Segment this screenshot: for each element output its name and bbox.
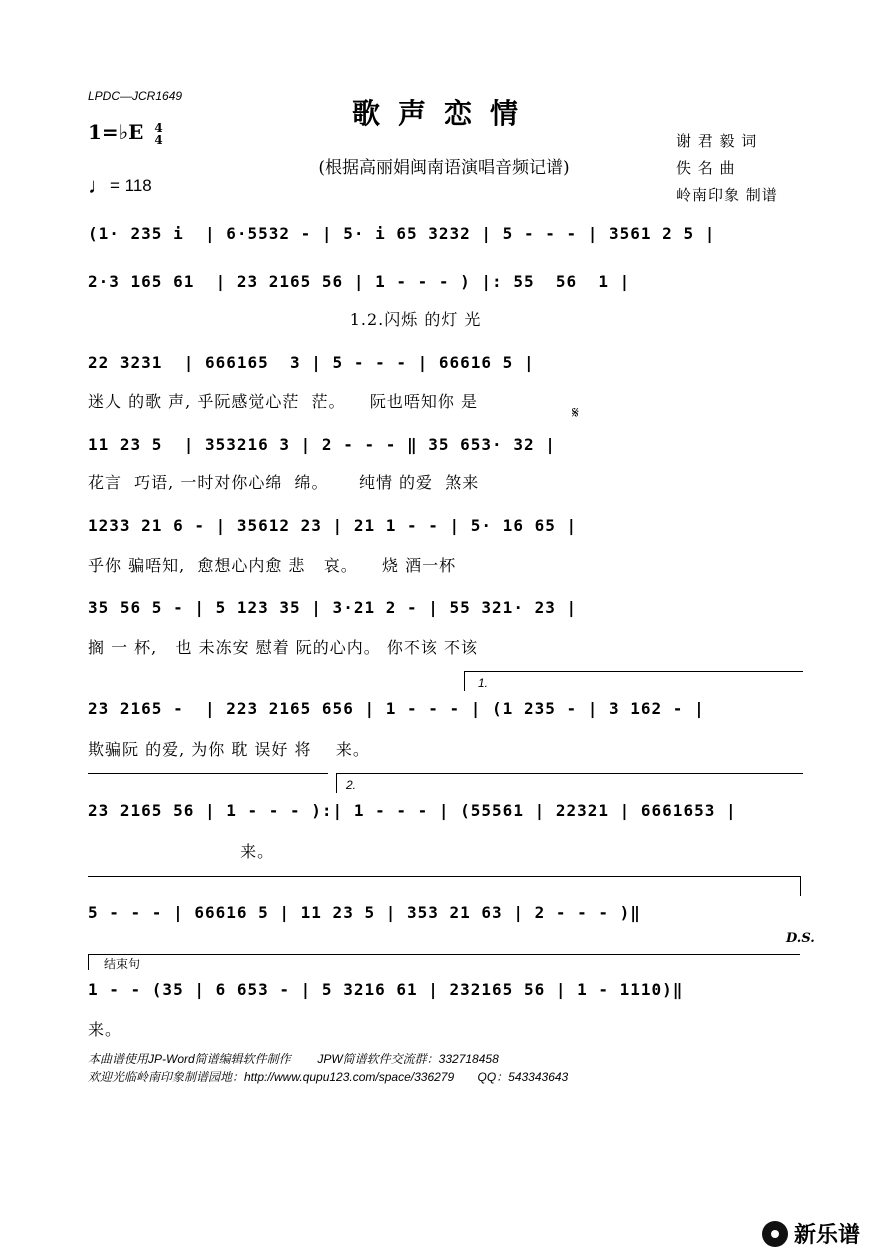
volta-2-continuation <box>88 876 800 877</box>
lyric-line-8: 来。 <box>88 842 275 861</box>
lyric-line-6: 搁 一 杯, 也 未冻安 慰着 阮的心内。 你不该 不该 <box>88 638 478 657</box>
lyricist: 谢 君 毅 词 <box>676 132 758 150</box>
notation-line-7: 23 2165 - | 223 2165 656 | 1 - - - | (1 235 - | 3 162 - | <box>88 699 705 718</box>
lyric-line-2: 1.2.闪烁 的灯 光 <box>88 310 482 329</box>
lyric-line-10: 来。 <box>88 1020 123 1039</box>
notation-line-3: 22 3231 | 666165 3 | 5 - - - | 66616 5 | <box>88 353 535 372</box>
ending-label: 结束句 <box>104 957 141 971</box>
footer-line-2: 欢迎光临岭南印象制谱园地：http://www.qupu123.com/space/336279 QQ：543343643 <box>88 1070 569 1084</box>
key-signature <box>88 120 163 146</box>
quarter-note-icon: ♩ <box>88 173 110 198</box>
vinyl-disc-icon <box>762 1221 788 1247</box>
lyric-line-3: 迷人 的歌 声, 乎阮感觉心茫 茫。 阮也唔知你 是 <box>88 392 478 411</box>
key-label: 1=♭E <box>88 120 144 144</box>
time-top: 4 <box>154 120 163 135</box>
volta-1-bracket <box>464 671 803 672</box>
notation-line-9: 5 - - - | 66616 5 | 11 23 5 | 353 21 63 | 2 - - - )‖ <box>88 903 641 922</box>
time-bottom: 4 <box>154 132 163 147</box>
volta-2-side <box>336 773 337 793</box>
composer: 佚 名 曲 <box>676 159 736 177</box>
lyric-line-7: 欺骗阮 的爱, 为你 耽 误好 将 来。 <box>88 740 370 759</box>
notation-line-4: 11 23 5 | 353216 3 | 2 - - - ‖ 35 653· 32 | <box>88 435 556 454</box>
notation-line-6: 35 56 5 - | 5 123 35 | 3·21 2 - | 55 321· 23 | <box>88 598 578 617</box>
score-code: LPDC—JCR1649 <box>88 89 183 103</box>
subtitle: (根据高丽娟闽南语演唱音频记谱) <box>318 158 570 178</box>
volta-1-label: 1. <box>478 676 489 690</box>
lyric-line-4: 花言 巧语, 一时对你心绵 绵。 纯情 的爱 煞来 <box>88 473 480 492</box>
volta-2-label: 2. <box>346 778 357 792</box>
lyric-line-5: 乎你 骗唔知, 愈想心内愈 悲 哀。 烧 酒一杯 <box>88 556 457 575</box>
site-logo <box>762 1218 860 1249</box>
ending-bracket <box>88 954 800 955</box>
ending-bracket-side <box>88 954 89 970</box>
footer-line-1: 本曲谱使用JP-Word简谱编辑软件制作 JPW简谱软件交流群：332718458 <box>88 1052 499 1066</box>
volta-2-bracket <box>336 773 803 774</box>
volta-1-continuation <box>88 773 328 774</box>
notation-line-1: (1· 235 i | 6·5532 - | 5· i 65 3232 | 5 - - - | 3561 2 5 | <box>88 224 716 243</box>
ds-mark: D.S. <box>786 931 815 946</box>
notation-line-5: 1233 21 6 - | 35612 23 | 21 1 - - | 5· 16 65 | <box>88 516 578 535</box>
volta-2-end <box>800 876 801 896</box>
notation-line-2: 2·3 165 61 | 23 2165 56 | 1 - - - ) |: 55 56 1 | <box>88 272 631 291</box>
notation-line-8: 23 2165 56 | 1 - - - ):| 1 - - - | (55561 | 22321 | 6661653 | <box>88 801 737 820</box>
logo-text: 新乐谱 <box>794 1223 861 1248</box>
page-title: 歌声恋情 <box>351 97 536 130</box>
volta-1-side <box>464 671 465 691</box>
segno-sign: 𝄋 <box>572 403 579 422</box>
credits <box>676 128 778 209</box>
tempo-value: = 118 <box>110 176 152 195</box>
tempo-mark <box>88 173 152 199</box>
time-signature <box>154 122 162 146</box>
arranger: 岭南印象 制谱 <box>676 186 778 204</box>
notation-line-10: 1 - - (35 | 6 653 - | 5 3216 61 | 232165 56 | 1 - 1110)‖ <box>88 980 684 999</box>
